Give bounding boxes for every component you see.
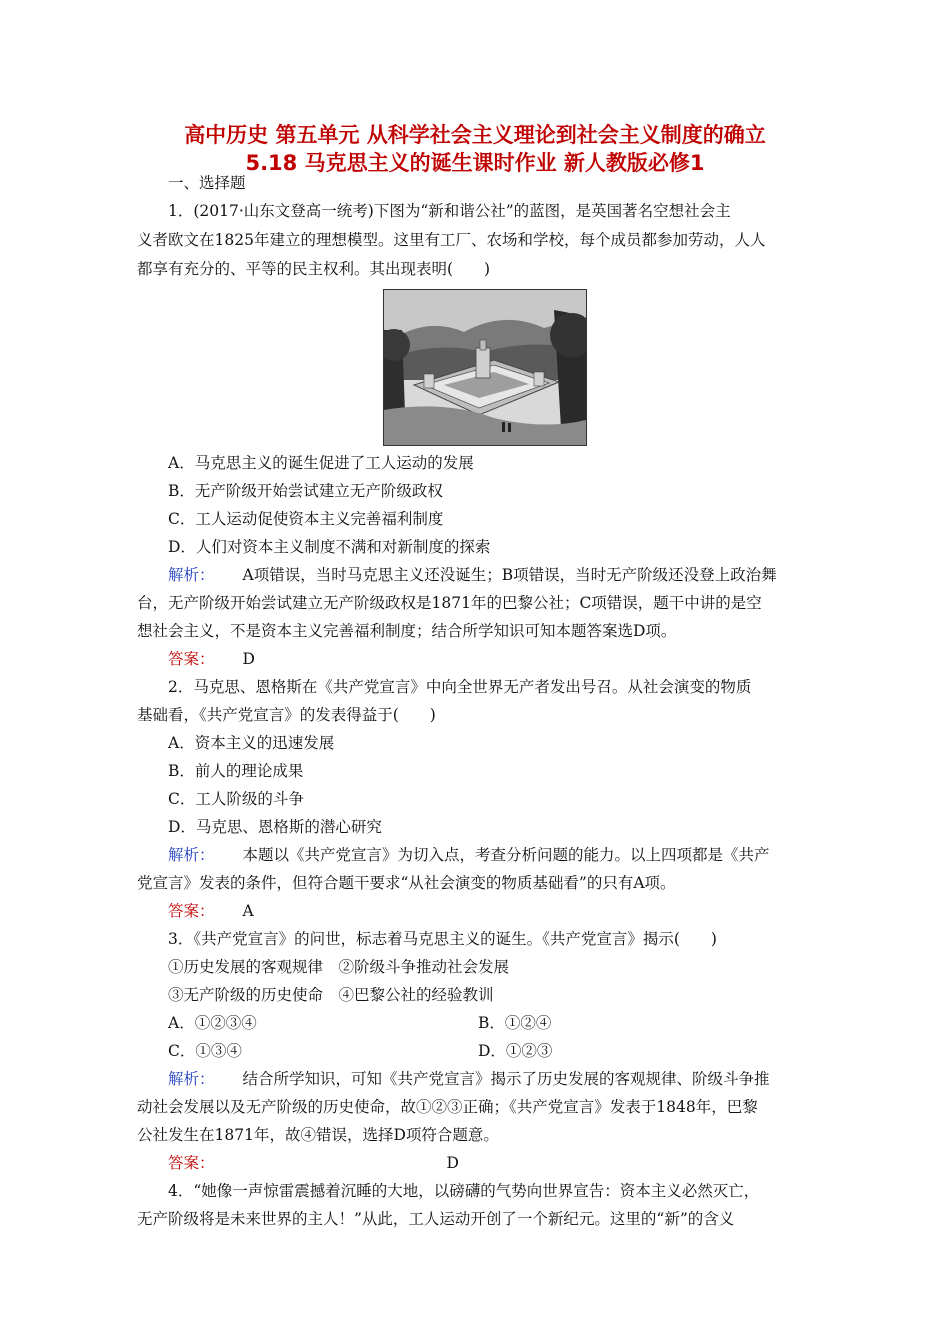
q2-analysis-line-2: 党宣言》发表的条件，但符合题干要求“从社会演变的物质基础看”的只有A项。	[137, 874, 676, 892]
q2-analysis-text-1: 本题以《共产党宣言》为切入点，考查分析问题的能力。以上四项都是《共产	[242, 846, 770, 864]
q1-analysis-text-1: A项错误，当时马克思主义还没诞生；B项错误，当时无产阶级还没登上政治舞	[242, 566, 777, 584]
q3-answer-label: 答案：	[168, 1154, 215, 1172]
q2-option-a: A．资本主义的迅速发展	[168, 734, 335, 752]
q3-analysis-label: 解析：	[168, 1070, 215, 1088]
section-heading: 一、选择题	[168, 174, 246, 192]
q3-stem-line-1: 3．《共产党宣言》的问世，标志着马克思主义的诞生。《共产党宣言》揭示( )	[168, 930, 717, 948]
q1-analysis-line-1	[168, 565, 777, 585]
q2-answer-line	[168, 901, 254, 921]
q3-analysis-text-1: 结合所学知识，可知《共产党宣言》揭示了历史发展的客观规律、阶级斗争推	[242, 1070, 770, 1088]
q2-option-b: B．前人的理论成果	[168, 762, 304, 780]
document-title-line-1: 高中历史 第五单元 从科学社会主义理论到社会主义制度的确立	[184, 123, 766, 147]
q4-stem-line-2: 无产阶级将是未来世界的主人！”从此，工人运动开创了一个新纪元。这里的“新”的含义	[137, 1210, 735, 1228]
q1-stem-line-1: 1．(2017·山东文登高一统考)下图为“新和谐公社”的蓝图，是英国著名空想社会主	[168, 202, 731, 220]
q1-analysis-line-2: 台，无产阶级开始尝试建立无产阶级政权是1871年的巴黎公社；C项错误，题干中讲的是空	[137, 594, 762, 612]
q3-analysis-line-2: 动社会发展以及无产阶级的历史使命，故①②③正确；《共产党宣言》发表于1848年，巴黎	[137, 1098, 758, 1116]
q2-option-d: D．马克思、恩格斯的潜心研究	[168, 818, 382, 836]
new-harmony-blueprint-image	[383, 289, 587, 446]
q1-option-b: B．无产阶级开始尝试建立无产阶级政权	[168, 482, 443, 500]
q2-answer-label: 答案：	[168, 902, 215, 920]
q2-analysis-label: 解析：	[168, 846, 215, 864]
q2-stem-line-2: 基础看，《共产党宣言》的发表得益于( )	[137, 706, 436, 724]
q1-option-d: D．人们对资本主义制度不满和对新制度的探索	[168, 538, 491, 556]
q1-answer-value: D	[242, 650, 255, 668]
q3-option-c: C．①③④	[168, 1042, 242, 1060]
q1-option-c: C．工人运动促使资本主义完善福利制度	[168, 510, 444, 528]
q1-option-a: A．马克思主义的诞生促进了工人运动的发展	[168, 454, 474, 472]
q3-option-d: D．①②③	[478, 1042, 553, 1060]
q1-analysis-line-3: 想社会主义，不是资本主义完善福利制度；结合所学知识可知本题答案选D项。	[137, 622, 677, 640]
document-title-line-2: 5.18 马克思主义的诞生课时作业 新人教版必修1	[245, 151, 705, 175]
q3-option-b: B．①②④	[478, 1014, 552, 1032]
q3-analysis-line-3: 公社发生在1871年，故④错误，选择D项符合题意。	[137, 1126, 499, 1144]
q3-items-line-1: ①历史发展的客观规律 ②阶级斗争推动社会发展	[168, 958, 510, 976]
q1-answer-line	[168, 649, 255, 669]
q3-answer-line	[168, 1153, 459, 1173]
q2-analysis-line-1	[168, 845, 770, 865]
q1-stem-line-2: 义者欧文在1825年建立的理想模型。这里有工厂、农场和学校，每个成员都参加劳动，人人	[137, 231, 766, 249]
q4-stem-line-1: 4．“她像一声惊雷震撼着沉睡的大地，以磅礴的气势向世界宣告：资本主义必然灭亡，	[168, 1182, 760, 1200]
q3-option-a: A．①②③④	[168, 1014, 257, 1032]
engraving-illustration	[384, 290, 586, 445]
q2-answer-value: A	[242, 902, 254, 920]
q1-analysis-label: 解析：	[168, 566, 215, 584]
q2-stem-line-1: 2．马克思、恩格斯在《共产党宣言》中向全世界无产者发出号召。从社会演变的物质	[168, 678, 752, 696]
q3-answer-value: D	[446, 1154, 459, 1172]
q1-answer-label: 答案：	[168, 650, 215, 668]
q1-stem-line-3: 都享有充分的、平等的民主权利。其出现表明( )	[137, 260, 491, 278]
q3-analysis-line-1	[168, 1069, 770, 1089]
q2-option-c: C．工人阶级的斗争	[168, 790, 304, 808]
q3-items-line-2: ③无产阶级的历史使命 ④巴黎公社的经验教训	[168, 986, 494, 1004]
